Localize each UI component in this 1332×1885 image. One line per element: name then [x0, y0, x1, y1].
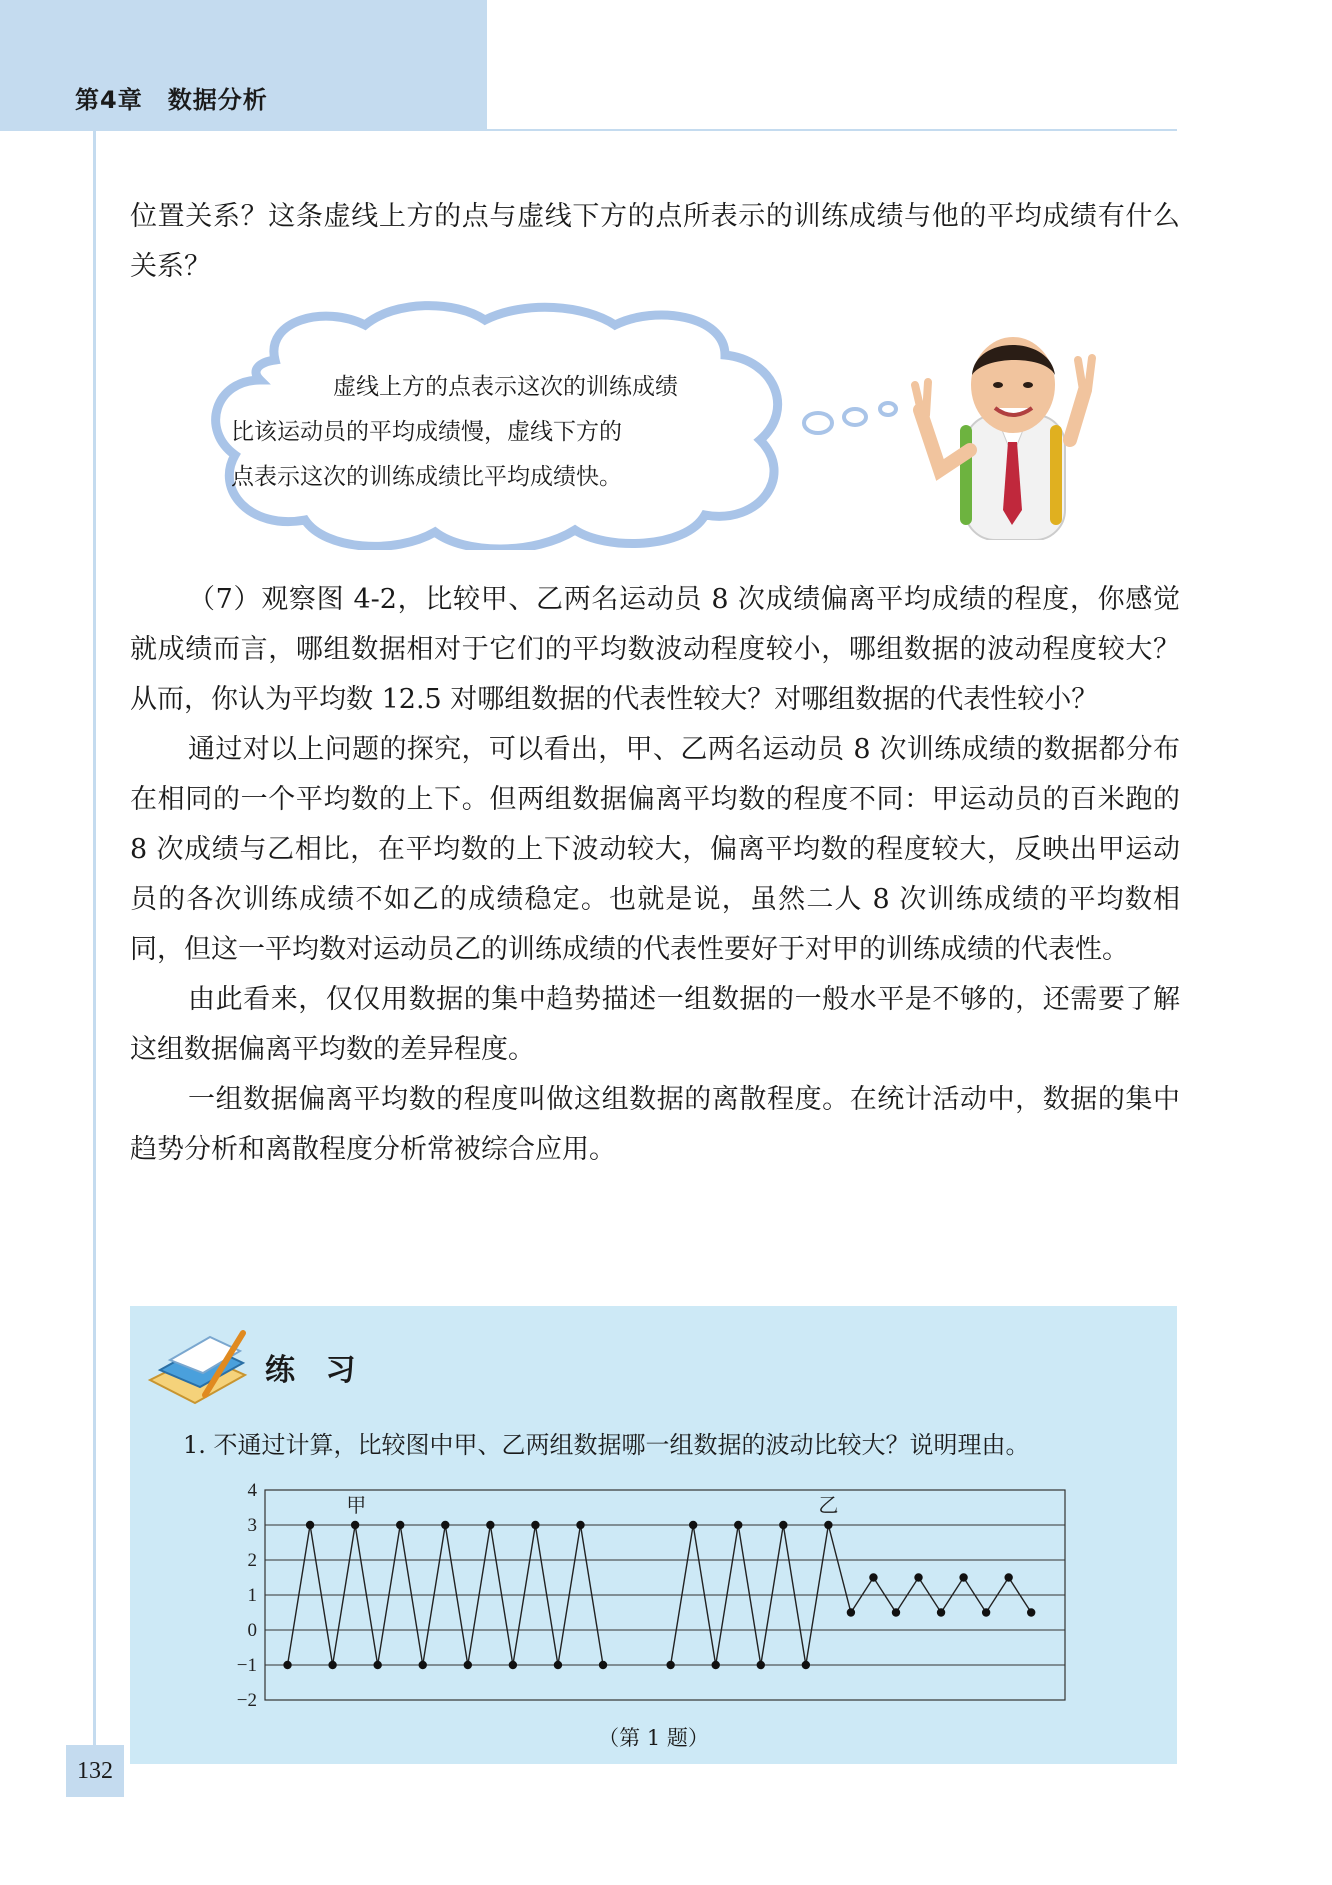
body-paragraph-4: 一组数据偏离平均数的程度叫做这组数据的离散程度。在统计活动中，数据的集中趋势分析和离散程度分析常被综合应用。: [130, 1084, 1180, 1165]
bubble-line-3: 点表示这次的训练成绩比平均成绩快。: [231, 464, 622, 490]
chapter-title: 第4章 数据分析: [75, 86, 268, 114]
y-tick-label: −2: [236, 1690, 257, 1711]
margin-line: [93, 131, 96, 1771]
body-paragraph-1: （7）观察图 4-2，比较甲、乙两名运动员 8 次成绩偏离平均成绩的程度，你感觉就成绩而言，哪组数据相对于它们的平均数波动程度较小，哪组数据的波动程度较大？从而，你认为平均数 12.5 对哪组数据的代表性较大？对哪组数据的代表性较小？: [130, 584, 1180, 715]
data-point: [937, 1608, 945, 1616]
body-paragraph-2: 通过对以上问题的探究，可以看出，甲、乙两名运动员 8 次训练成绩的数据都分布在相同的一个平均数的上下。但两组数据偏离平均数的程度不同：甲运动员的百米跑的 8 次成绩与乙相比，在平均数的上下波动较大，偏离平均数的程度较大，反映出甲运动员的各次训练成绩不如乙的成绩稳定。也就是说，虽然二人 8 次训练成绩的平均数相同，但这一平均数对运动员乙的训练成绩的代表性要好于对甲的训练成绩的代表性。: [130, 734, 1180, 965]
fluctuation-line-chart: [230, 1475, 1080, 1725]
data-point: [576, 1521, 584, 1529]
data-point: [509, 1661, 517, 1669]
data-point: [464, 1661, 472, 1669]
data-point: [869, 1573, 877, 1581]
data-point: [712, 1661, 720, 1669]
series-label: 甲: [346, 1493, 367, 1517]
data-point: [441, 1521, 449, 1529]
data-point: [892, 1608, 900, 1616]
data-point: [306, 1521, 314, 1529]
body-paragraph-3: 由此看来，仅仅用数据的集中趋势描述一组数据的一般水平是不够的，还需要了解这组数据偏离平均数的差异程度。: [130, 984, 1180, 1065]
data-point: [486, 1521, 494, 1529]
data-point: [847, 1608, 855, 1616]
y-tick-label: 1: [247, 1585, 257, 1606]
y-tick-label: −1: [236, 1655, 257, 1676]
data-point: [531, 1521, 539, 1529]
exercise-title: 练 习: [265, 1353, 366, 1388]
data-point: [779, 1521, 787, 1529]
data-point: [554, 1661, 562, 1669]
bubble-line-1: 虚线上方的点表示这次的训练成绩: [333, 374, 678, 400]
page-number: 132: [66, 1745, 124, 1797]
data-point: [757, 1661, 765, 1669]
data-point: [689, 1521, 697, 1529]
data-point: [419, 1661, 427, 1669]
data-point: [1027, 1608, 1035, 1616]
data-point: [802, 1661, 810, 1669]
intro-paragraph: 位置关系？这条虚线上方的点与虚线下方的点所表示的训练成绩与他的平均成绩有什么关系？: [130, 201, 1180, 282]
data-point: [824, 1521, 832, 1529]
data-point: [599, 1661, 607, 1669]
data-point: [328, 1661, 336, 1669]
data-point: [914, 1573, 922, 1581]
header-rule: [487, 129, 1177, 131]
data-point: [666, 1661, 674, 1669]
data-point: [734, 1521, 742, 1529]
y-tick-label: 2: [247, 1550, 257, 1571]
data-point: [959, 1573, 967, 1581]
body-text: [130, 575, 1180, 1175]
y-tick-label: 4: [247, 1480, 257, 1501]
data-point: [283, 1661, 291, 1669]
y-tick-label: 3: [247, 1515, 257, 1536]
data-point: [373, 1661, 381, 1669]
figure-caption: （第 1 题）: [598, 1726, 709, 1750]
y-tick-label: 0: [247, 1620, 257, 1641]
intro-text: [130, 192, 1180, 292]
books-pencil-icon: [145, 1325, 250, 1405]
thought-bubble-text: [231, 365, 755, 500]
bubble-line-2: 比该运动员的平均成绩慢，虚线下方的: [231, 419, 622, 445]
series-label: 乙: [818, 1493, 839, 1517]
data-point: [982, 1608, 990, 1616]
data-point: [396, 1521, 404, 1529]
data-point: [1004, 1573, 1012, 1581]
exercise-question: 1. 不通过计算，比较图中甲、乙两组数据哪一组数据的波动比较大？说明理由。: [183, 1431, 1030, 1459]
data-point: [351, 1521, 359, 1529]
boy-illustration: [880, 330, 1120, 540]
